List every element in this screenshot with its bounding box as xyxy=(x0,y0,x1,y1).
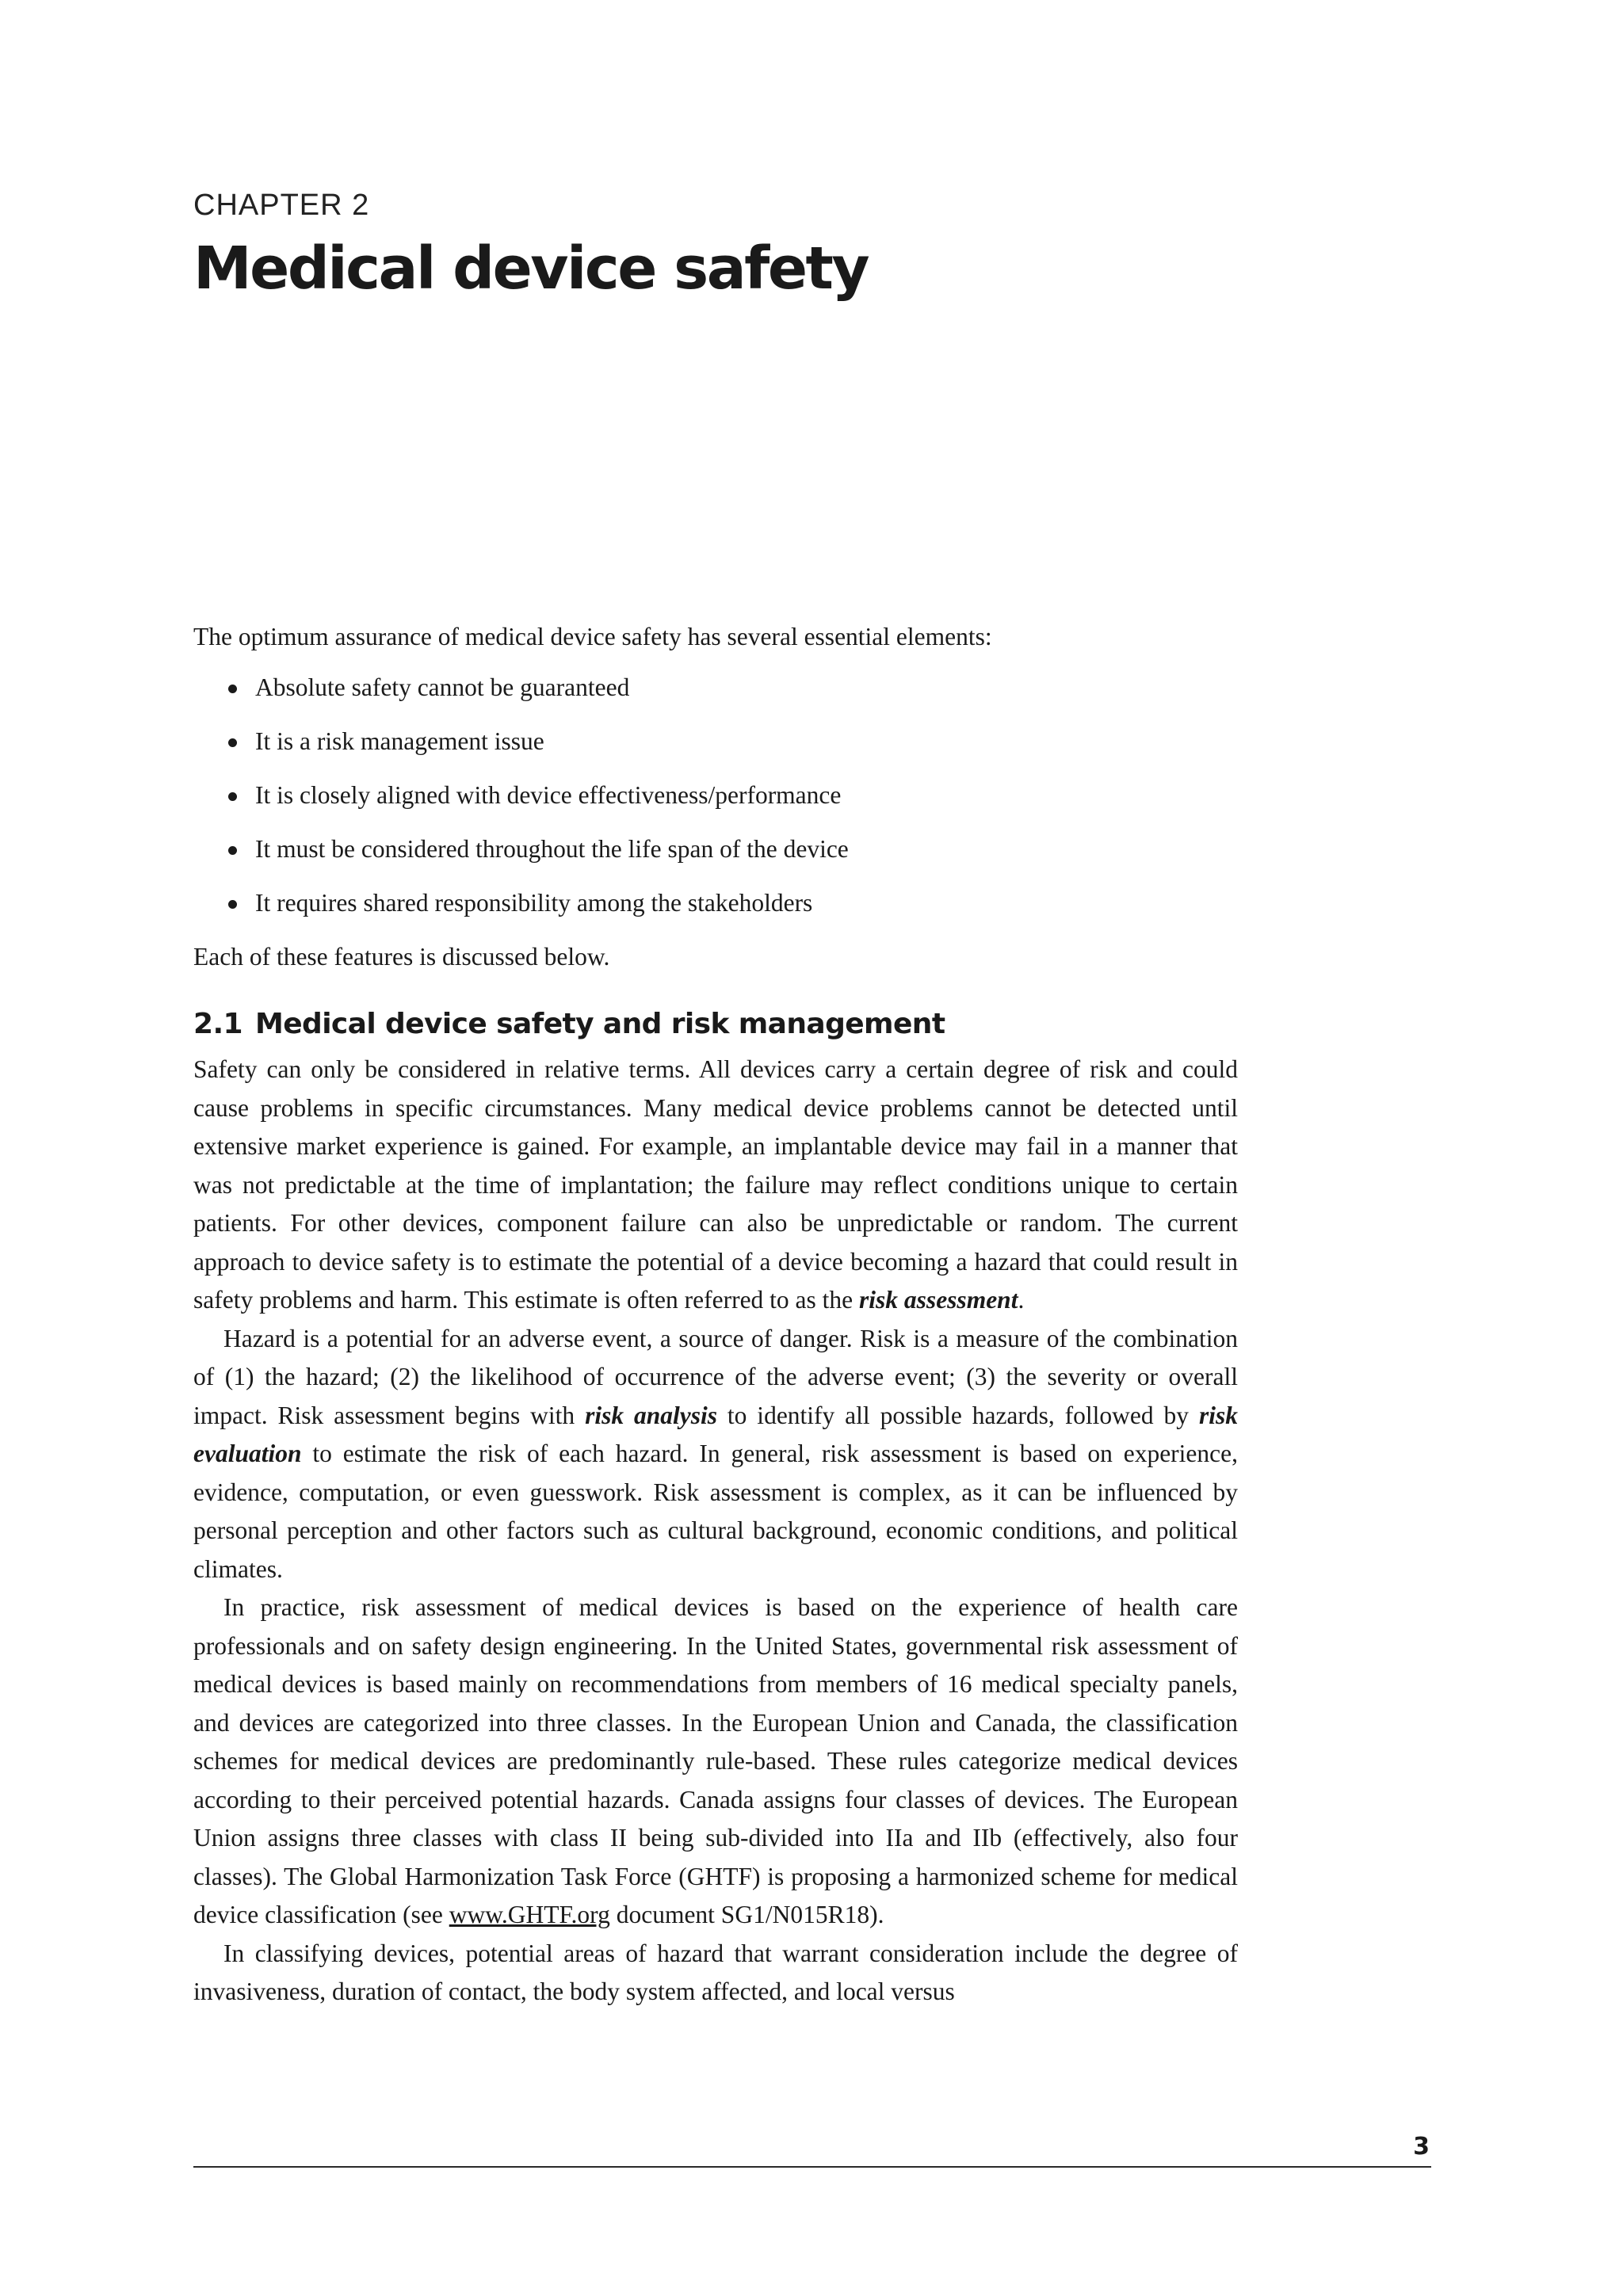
list-item xyxy=(193,884,1239,938)
key-term: risk assessment xyxy=(859,1286,1018,1314)
section-body xyxy=(193,1051,1238,2012)
key-term: risk analysis xyxy=(585,1401,718,1429)
key-term: risk evaluation xyxy=(193,1401,1238,1467)
list-item-text: It must be considered throughout the life span of the device xyxy=(255,835,849,863)
paragraph-text: In practice, risk assessment of medical devices is based on the experience of health care professionals and on safety design engineering. In the United States, governmental risk assessment of medical devices is based mainly on recommendations from members of 16 medical specialty panels, and devices are categorized into three classes. In the European Union and Canada, the classification schemes for medical devices are predominantly rule-based. These rules categorize medical devices according to their perceived potential hazards. Canada assigns four classes of devices. The European Union assigns three classes with class II being sub-divided into IIa and IIb (effectively, also four classes). The Global Harmonization Task Force (GHTF) is proposing a harmonized scheme for medical device classification (see xyxy=(193,1593,1238,1928)
list-item xyxy=(193,776,1239,830)
list-item-text: It requires shared responsibility among the stakeholders xyxy=(255,889,813,917)
paragraph-text: Hazard is a potential for an adverse event, a source of danger. Risk is a measure of the combination of (1) the hazard; (2) the likelihood of occurrence of the adverse event; (3) the severity or overall impact. Risk assessment begins with xyxy=(193,1324,1238,1429)
paragraph-text: document SG1/N015R18). xyxy=(609,1901,884,1928)
paragraph-text: . xyxy=(1018,1286,1025,1314)
list-item xyxy=(193,723,1239,776)
list-item-text: It is a risk management issue xyxy=(255,727,544,755)
paragraph: In classifying devices, potential areas of hazard that warrant consideration include the degree of invasiveness, duration of contact, the body system affected, and local versus xyxy=(193,1939,1238,2005)
list-item xyxy=(193,830,1239,884)
paragraph-text: to estimate the risk of each hazard. In general, risk assessment is based on experience, evidence, computation, or even guesswork. Risk assessment is complex, as it can be influenced by personal perception and other factors such as cultural background, economic conditions, and political climates. xyxy=(193,1440,1238,1583)
bullet-icon xyxy=(228,738,237,747)
intro-closing: Each of these features is discussed below. xyxy=(193,943,610,971)
essential-elements-list xyxy=(193,669,1239,938)
paragraph xyxy=(193,1320,1238,1589)
section-heading xyxy=(193,1008,945,1040)
bullet-icon xyxy=(228,900,237,909)
bullet-icon xyxy=(228,846,237,855)
chapter-label: CHAPTER 2 xyxy=(193,189,370,222)
paragraph xyxy=(193,1051,1238,1320)
section-number: 2.1 xyxy=(193,1008,242,1040)
paragraph-text: Safety can only be considered in relative terms. All devices carry a certain degree of risk and could cause problems in specific circumstances. Many medical device problems cannot be detected until extensive market experience is gained. For example, an implantable device may fail in a manner that was not predictable at the time of implantation; the failure may reflect conditions unique to certain patients. For other devices, component failure can also be unpredictable or random. The current approach to device safety is to estimate the potential of a device becoming a hazard that could result in safety problems and harm. This estimate is often referred to as the xyxy=(193,1055,1238,1314)
list-item xyxy=(193,669,1239,723)
section-title: Medical device safety and risk management xyxy=(254,1008,945,1040)
list-item-text: Absolute safety cannot be guaranteed xyxy=(255,673,630,701)
intro-paragraph: The optimum assurance of medical device safety has several essential elements: xyxy=(193,623,992,650)
paragraph-text: to identify all possible hazards, followed by xyxy=(717,1401,1199,1429)
paragraph xyxy=(193,1589,1238,1935)
list-item-text: It is closely aligned with device effectiveness/performance xyxy=(255,781,842,809)
ghtf-link[interactable]: www.GHTF.org xyxy=(449,1901,610,1928)
page-number: 3 xyxy=(1413,2133,1430,2161)
chapter-title: Medical device safety xyxy=(193,235,869,303)
bullet-icon xyxy=(228,685,237,693)
footer-divider xyxy=(193,2166,1431,2168)
bullet-icon xyxy=(228,792,237,801)
